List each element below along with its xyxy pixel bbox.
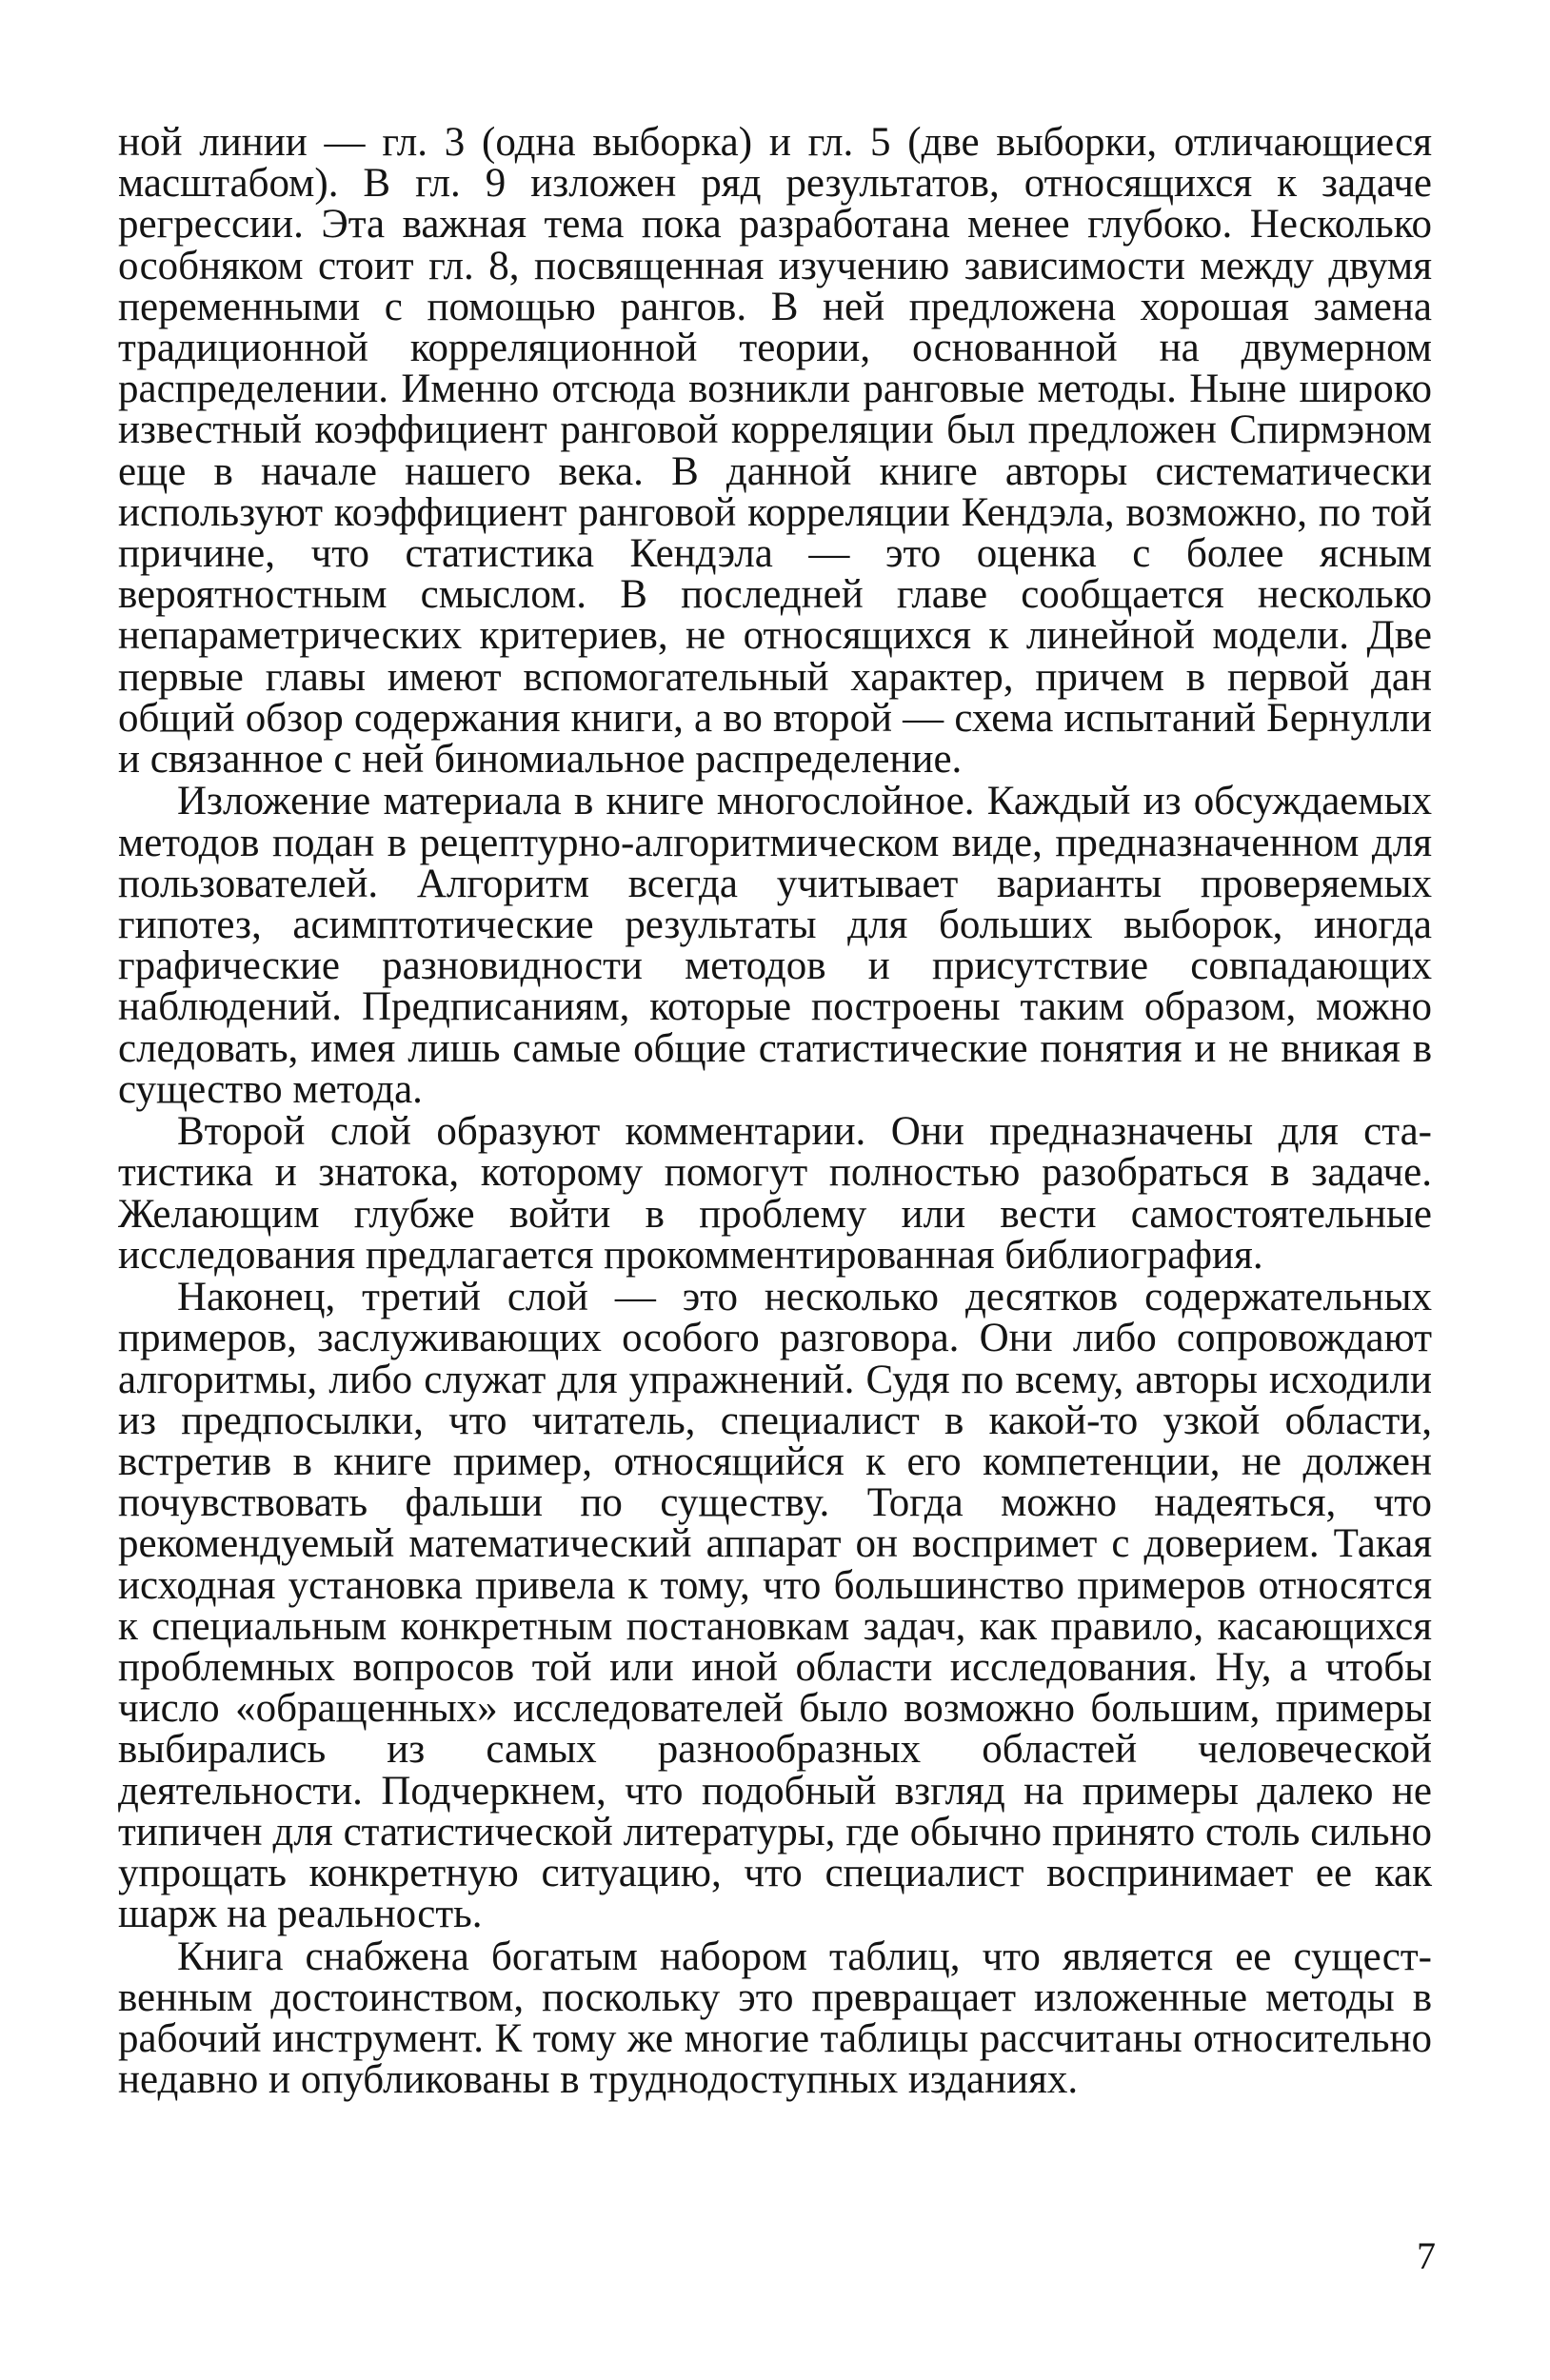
body-text [118, 122, 1432, 2101]
page-number: 7 [1417, 2234, 1436, 2277]
paragraph-comments: Второй слой образуют комментарии. Они предназначены для статистика и знатока, которому помогут полностью разобраться в задаче. Желающим глубже войти в проблему или вести самостоятельные исследования предлагается прокомментированная библиография. [118, 1109, 1432, 1278]
paragraph-continuation: ной линии — гл. 3 (одна выборка) и гл. 5 (две выборки, отличающиеся масштабом). В гл. 9 изложен ряд результатов, относящихся к задаче регрессии. Эта важная тема пока разработана менее глубоко. Несколько особняком стоит гл. 8, посвященная изучению зависимости между двумя переменными с помощью рангов. В ней предложена хорошая замена традиционной корреляционной теории, основанной на двумерном распределении. Именно отсюда возникли ранговые методы. Ныне широко известный коэффициент ранговой корреляции был предложен Спирмэном еще в начале нашего века. В данной книге авторы систематически используют коэффициент ранговой корреляции Кендэла, возможно, по той причине, что статистика Кендэла — это оценка с более ясным вероятностным смыслом. В последней главе сообщается несколько непараметрических критериев, не относящихся к линейной модели. Две первые главы имеют вспомогательный характер, причем в первой дан общий обзор содержания книги, а во второй — схема испытаний Бернулли и связанное с ней биномиальное распределение. [118, 120, 1432, 783]
paragraph-layers: Изложение материала в книге многослойное. Каждый из обсуждаемых методов подан в рецептурно-алгоритмическом виде, предназначенном для пользователей. Алгоритм всегда учитывает варианты проверяемых гипотез, асимптотические результаты для больших выборок, иногда графические разновидности методов и присутствие совпадающих наблюдений. Предписаниям, которые построены таким образом, можно следовать, имея лишь самые общие статистические понятия и не вникая в существо метода. [118, 779, 1432, 1112]
paragraph-tables: Книга снабжена богатым набором таблиц, что является ее существенным достоинством, поскольку это превращает изложенные методы в рабочий инструмент. К тому же многие таблицы рассчитаны относительно недавно и опубликованы в труднодоступных изданиях. [118, 1934, 1432, 2103]
paragraph-examples: Наконец, третий слой — это несколько десятков содержательных примеров, заслуживающих особого разговора. Они либо сопровождают алгоритмы, либо служат для упражнений. Судя по всему, авторы исходили из предпосылки, что читатель, специалист в какой-то узкой области, встретив в книге пример, относящийся к его компетенции, не должен почувствовать фальши по существу. Тогда можно надеяться, что рекомендуемый математический аппарат он воспримет с доверием. Такая исходная установка привела к тому, что большинство примеров относятся к специальным конкретным постановкам задач, как правило, касающихся проблемных вопросов той или иной области исследования. Ну, а чтобы число «обращенных» исследователей было возможно большим, примеры выбирались из самых разнообразных областей человеческой деятельности. Подчеркнем, что подобный взгляд на примеры далеко не типичен для статистической литературы, где обычно принято столь сильно упрощать конкретную ситуацию, что специалист воспринимает ее как шарж на реальность. [118, 1275, 1432, 1937]
